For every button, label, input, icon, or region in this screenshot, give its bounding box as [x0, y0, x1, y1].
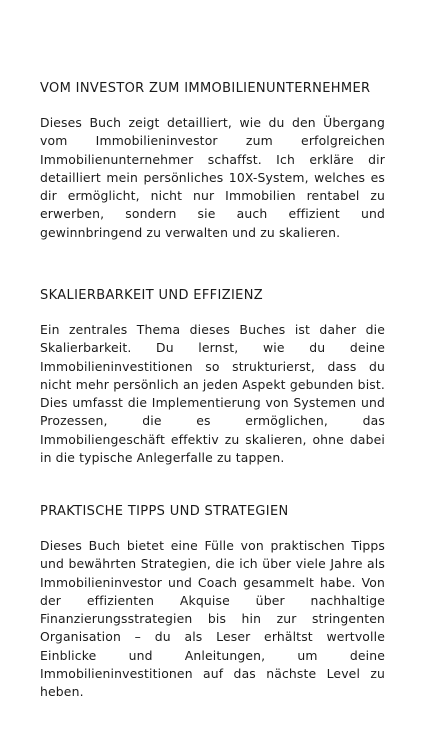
section-scalability-efficiency [40, 287, 385, 467]
section-body: Dieses Buch zeigt detailliert, wie du den Übergang vom Immobilieninvestor zum erfolgreichen Immobilienunternehmer schaffst. Ich erkläre dir detailliert mein persönliches 10X-System, welches es dir ermöglicht, nicht nur Immobilien rentabel zu erwerben, sondern sie auch effizient und gewinnbringend zu verwalten und zu skalieren. [40, 115, 385, 240]
section-heading: VOM INVESTOR ZUM IMMOBILIENUNTERNEHMER [40, 81, 371, 96]
section-heading: PRAKTISCHE TIPPS UND STRATEGIEN [40, 504, 289, 519]
section-practical-tips [40, 503, 385, 702]
section-body: Dieses Buch bietet eine Fülle von praktischen Tipps und bewährten Strategien, die ich über viele Jahre als Immobilieninvestor und Coach gesammelt habe. Von der effizienten Akquise über nachhaltige Finanzierungsstrategien bis hin zur stringenten Organisation – du als Leser erhältst wertvolle Einblicke und Anleitungen, um deine Immobilieninvestitionen auf das nächste Level zu heben. [40, 538, 385, 700]
section-heading: SKALIERBARKEIT UND EFFIZIENZ [40, 288, 264, 303]
section-body: Ein zentrales Thema dieses Buches ist daher die Skalierbarkeit. Du lernst, wie du deine Immobilieninvestitionen so strukturierst, dass du nicht mehr persönlich an jeden Aspekt gebunden bist. Dies umfasst die Implementierung von Systemen und Prozessen, die es ermöglichen, das Immobiliengeschäft effektiv zu skalieren, ohne dabei in die typische Anlegerfalle zu tappen. [40, 322, 385, 466]
section-investor-to-entrepreneur [40, 80, 385, 242]
